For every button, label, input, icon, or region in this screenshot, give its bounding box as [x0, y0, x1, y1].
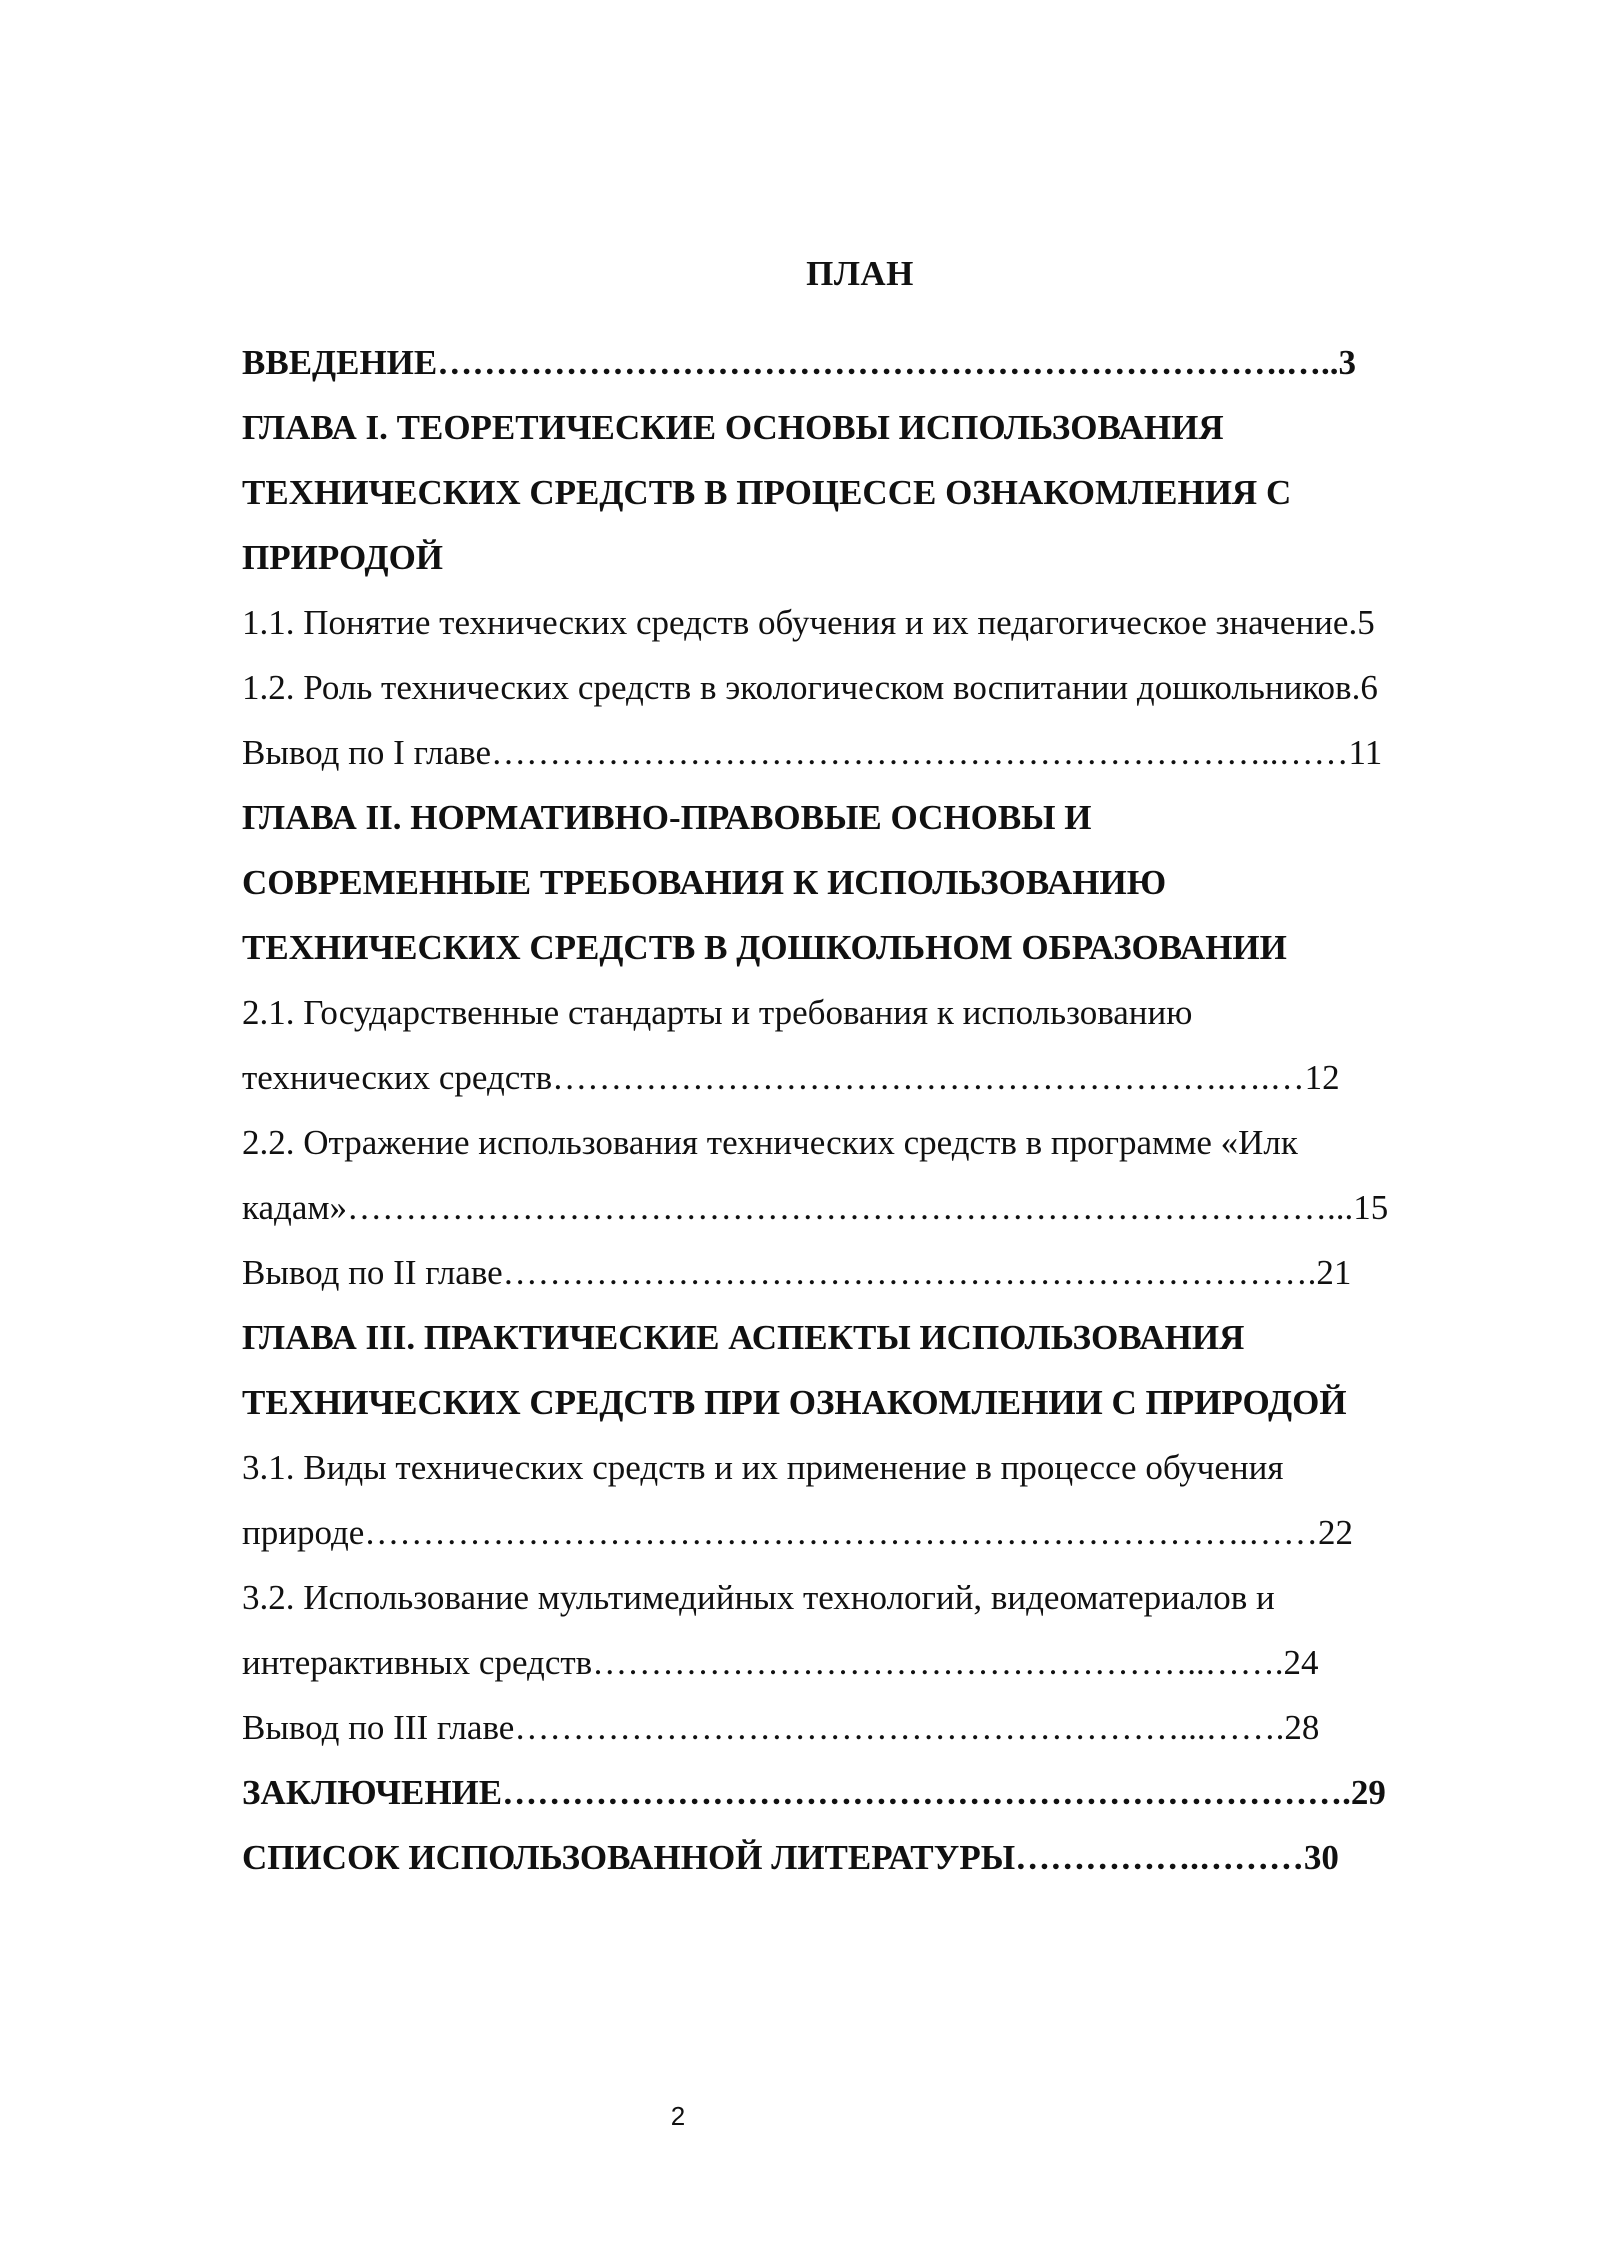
toc-chapter-2-heading-line-3: ТЕХНИЧЕСКИХ СРЕДСТВ В ДОШКОЛЬНОМ ОБРАЗОВАНИИ [242, 928, 1287, 967]
toc-section-2-2-line-1: 2.2. Отражение использования технических средств в программе «Илк [242, 1123, 1298, 1162]
toc-section-3-1-line-2: природе………………………………………………………………….……22 [242, 1513, 1354, 1552]
toc-section-3-2-line-1: 3.2. Использование мультимедийных технологий, видеоматериалов и [242, 1578, 1275, 1617]
page-number: 2 [670, 2101, 686, 2131]
toc-section-3-1-line-1: 3.1. Виды технических средств и их применение в процессе обучения [242, 1448, 1284, 1487]
toc-introduction: ВВЕДЕНИЕ……………………………………………………………….…..3 [242, 343, 1357, 382]
toc-section-3-2-line-2: интерактивных средств……………………………………………..…….24 [242, 1643, 1319, 1682]
toc-chapter-2-heading-line-1: ГЛАВА II. НОРМАТИВНО-ПРАВОВЫЕ ОСНОВЫ И [242, 798, 1092, 837]
toc-chapter-3-heading-line-1: ГЛАВА III. ПРАКТИЧЕСКИЕ АСПЕКТЫ ИСПОЛЬЗОВАНИЯ [242, 1318, 1245, 1357]
toc-section-1-1: 1.1. Понятие технических средств обучения и их педагогическое значение.5 [242, 603, 1375, 642]
toc-chapter-1-conclusion: Вывод по I главе…………………………………………………………..……11 [242, 733, 1383, 772]
toc-chapter-1-heading-line-3: ПРИРОДОЙ [242, 538, 444, 577]
toc-section-2-1-line-2: технических средств………………………………………………….….…12 [242, 1058, 1340, 1097]
toc-chapter-1-heading-line-2: ТЕХНИЧЕСКИХ СРЕДСТВ В ПРОЦЕССЕ ОЗНАКОМЛЕНИЯ С [242, 473, 1292, 512]
toc-chapter-3-conclusion: Вывод по III главе…………………………………………………...…….28 [242, 1708, 1320, 1747]
table-of-contents [242, 330, 1478, 1890]
toc-section-2-1-line-1: 2.1. Государственные стандарты и требования к использованию [242, 993, 1193, 1032]
toc-section-2-2-line-2: кадам»…………………………………………………………………………...15 [242, 1188, 1389, 1227]
toc-references: СПИСОК ИСПОЛЬЗОВАННОЙ ЛИТЕРАТУРЫ…………….………30 [242, 1838, 1339, 1877]
toc-chapter-2-conclusion: Вывод по II главе…………………………………………………………….21 [242, 1253, 1352, 1292]
toc-chapter-3-heading-line-2: ТЕХНИЧЕСКИХ СРЕДСТВ ПРИ ОЗНАКОМЛЕНИИ С ПРИРОДОЙ [242, 1383, 1347, 1422]
page-title: ПЛАН [806, 254, 914, 293]
toc-chapter-2-heading-line-2: СОВРЕМЕННЫЕ ТРЕБОВАНИЯ К ИСПОЛЬЗОВАНИЮ [242, 863, 1167, 902]
toc-section-1-2: 1.2. Роль технических средств в экологическом воспитании дошкольников.6 [242, 668, 1378, 707]
toc-conclusion: ЗАКЛЮЧЕНИЕ……………………………………………………………….29 [242, 1773, 1386, 1812]
toc-chapter-1-heading-line-1: ГЛАВА I. ТЕОРЕТИЧЕСКИЕ ОСНОВЫ ИСПОЛЬЗОВАНИЯ [242, 408, 1224, 447]
